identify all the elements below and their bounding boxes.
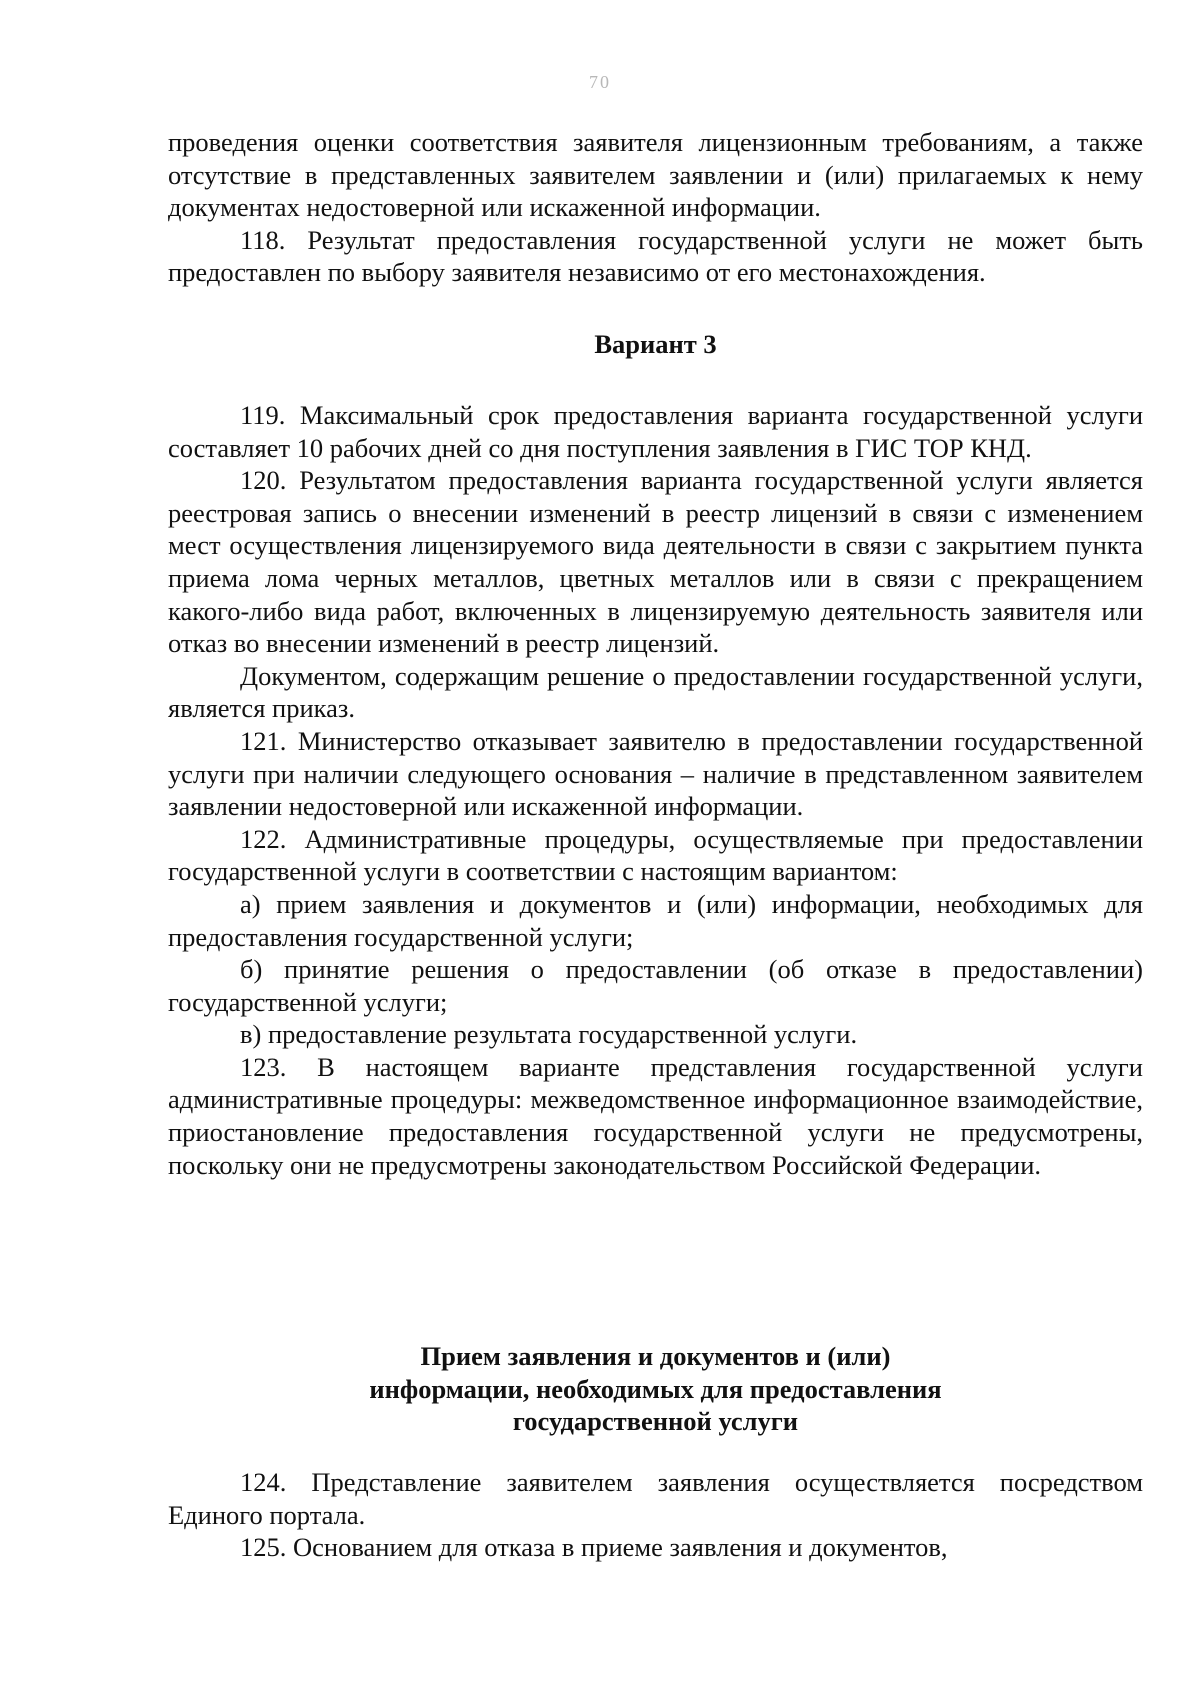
- page-number: 70: [589, 72, 611, 92]
- paragraph-121: 121. Министерство отказывает заявителю в предоставлении государственной услуги при наличии следующего основания – наличие в представленном заявителем заявлении недостоверной или искаженной информации.: [168, 725, 1143, 822]
- subsection-title-line-3: государственной услуги: [512, 1406, 799, 1437]
- paragraph-118: 118. Результат предоставления государственной услуги не может быть предоставлен по выбору заявителя независимо от его местонахождения.: [168, 224, 1143, 288]
- paragraph-continuation: проведения оценки соответствия заявителя лицензионным требованиям, а также отсутствие в представленных заявителем заявлении и (или) прилагаемых к нему документах недостоверной или искаженной информации.: [168, 127, 1143, 223]
- section-title-variant-3: Вариант 3: [594, 329, 717, 359]
- list-item-b: б) принятие решения о предоставлении (об отказе в предоставлении) государственной услуги;: [168, 954, 1143, 1017]
- paragraph-125: 125. Основанием для отказа в приеме заявления и документов,: [240, 1532, 948, 1563]
- list-item-v: в) предоставление результата государственной услуги.: [240, 1019, 858, 1050]
- text-block-top: [168, 126, 1143, 289]
- paragraph-122: 122. Административные процедуры, осуществляемые при предоставлении государственной услуги в соответствии с настоящим вариантом:: [168, 823, 1143, 887]
- paragraph-result-document: Документом, содержащим решение о предоставлении государственной услуги, является приказ.: [168, 660, 1143, 724]
- paragraph-123: 123. В настоящем варианте представления государственной услуги административные процедуры: межведомственное информационное взаимодействие, приостановление предоставления государственной услуги не предусмотрены, поскольку они не предусмотрены законодательством Российской Федерации.: [168, 1051, 1143, 1180]
- subsection-title-line-2: информации, необходимых для предоставления: [369, 1373, 942, 1404]
- subsection-title-line-1: Прием заявления и документов и (или): [420, 1341, 891, 1371]
- subsection-title: [168, 1340, 1143, 1438]
- paragraph-124: 124. Представление заявителем заявления осуществляется посредством Единого портала.: [168, 1467, 1143, 1530]
- paragraph-119: 119. Максимальный срок предоставления варианта государственной услуги составляет 10 рабочих дней со дня поступления заявления в ГИС ТОР КНД.: [168, 400, 1143, 463]
- list-item-a: а) прием заявления и документов и (или) информации, необходимых для предоставления государственной услуги;: [168, 888, 1143, 952]
- text-block-main: [168, 399, 1143, 1181]
- paragraph-120: 120. Результатом предоставления варианта государственной услуги является реестровая запись о внесении изменений в реестр лицензий в связи с изменением мест осуществления лицензируемого вида деятельности в связи с закрытием пункта приема лома черных металлов, цветных металлов или в связи с прекращением какого-либо вида работ, включенных в лицензируемую деятельность заявителя или отказ во внесении изменений в реестр лицензий.: [168, 465, 1143, 659]
- text-block-bottom: [168, 1466, 1143, 1564]
